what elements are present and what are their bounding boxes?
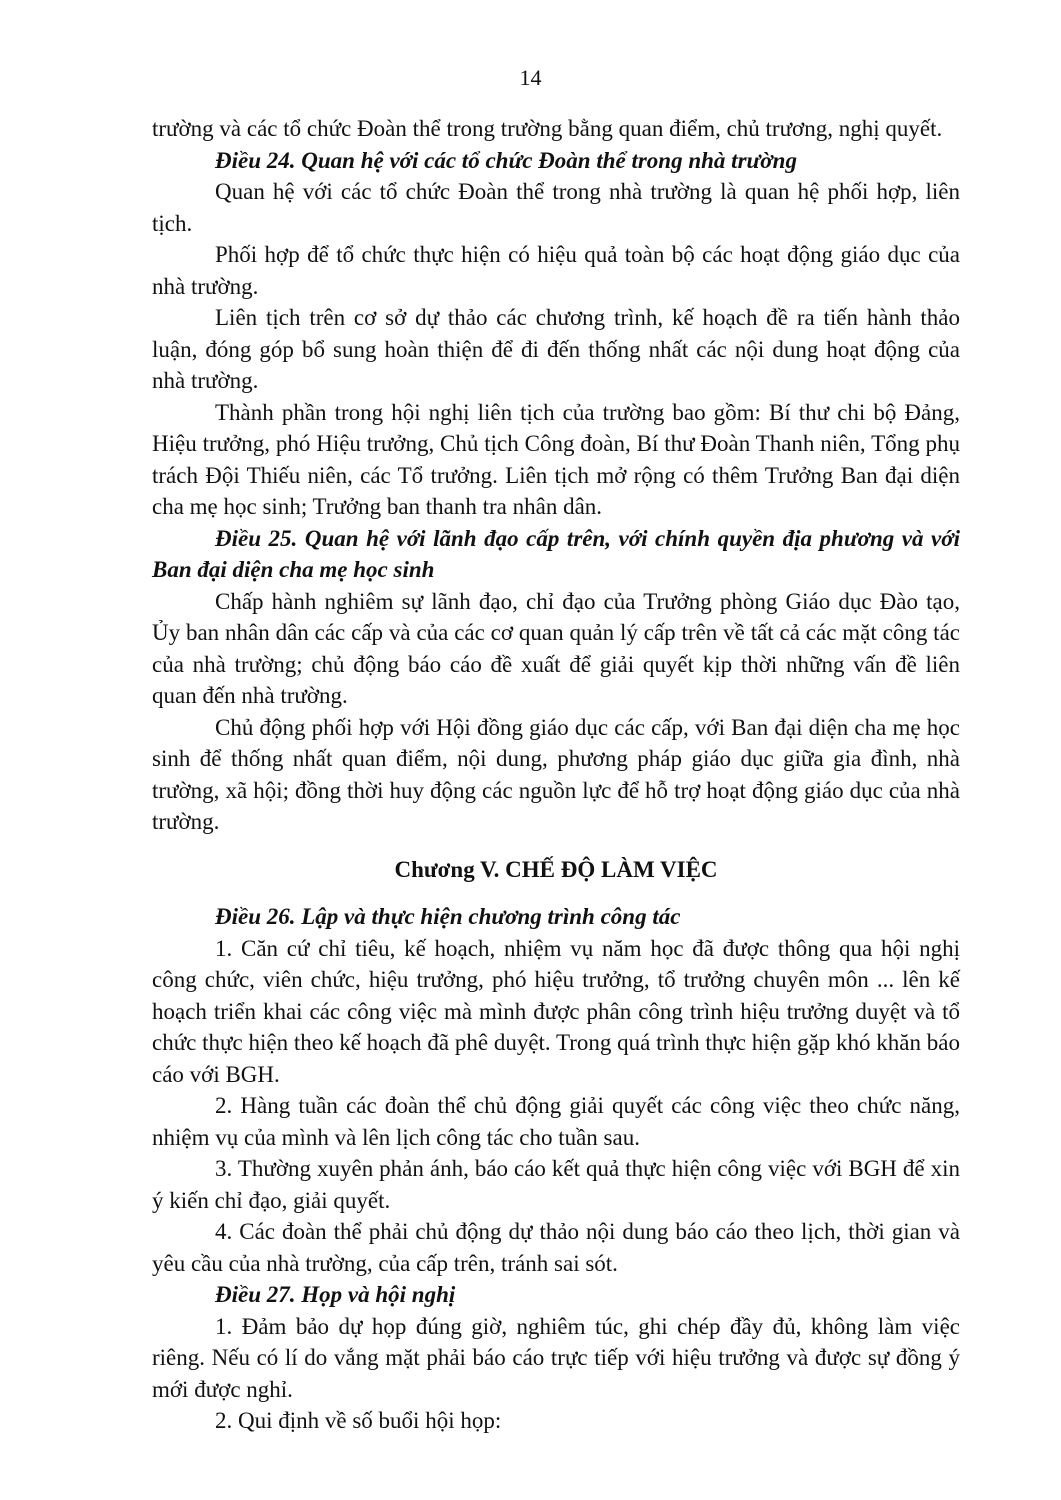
article-27-heading: Điều 27. Họp và hội nghị xyxy=(215,1282,456,1307)
article-25-paragraph-2: Chủ động phối hợp với Hội đồng giáo dục các cấp, với Ban đại diện cha mẹ học sinh để thống nhất quan điểm, nội dung, phương pháp giáo dục giữa gia đình, nhà trường, xã hội; đồng thời huy động các nguồn lực để hỗ trợ hoạt động giáo dục của nhà trường. xyxy=(152,714,960,834)
article-24-paragraph-3: Liên tịch trên cơ sở dự thảo các chương trình, kế hoạch đề ra tiến hành thảo luận, đóng góp bổ sung hoàn thiện để đi đến thống nhất các nội dung hoạt động của nhà trường. xyxy=(152,305,960,393)
document-body xyxy=(152,113,960,1437)
article-26-item-3: 3. Thường xuyên phản ánh, báo cáo kết quả thực hiện công việc với BGH để xin ý kiến chỉ đạo, giải quyết. xyxy=(152,1156,960,1213)
article-25-paragraph-1: Chấp hành nghiêm sự lãnh đạo, chỉ đạo của Trưởng phòng Giáo dục Đào tạo, Ủy ban nhân dân các cấp và của các cơ quan quản lý cấp trên về tất cả các mặt công tác của nhà trường; chủ động báo cáo đề xuất để giải quyết kịp thời những vấn đề liên quan đến nhà trường. xyxy=(152,588,960,708)
article-26-item-2: 2. Hàng tuần các đoàn thể chủ động giải quyết các công việc theo chức năng, nhiệm vụ của mình và lên lịch công tác cho tuần sau. xyxy=(152,1093,960,1150)
page-number: 14 xyxy=(519,65,542,90)
article-26-heading: Điều 26. Lập và thực hiện chương trình công tác xyxy=(215,904,681,929)
article-26-item-4: 4. Các đoàn thể phải chủ động dự thảo nội dung báo cáo theo lịch, thời gian và yêu cầu của nhà trường, của cấp trên, tránh sai sót. xyxy=(152,1219,960,1276)
article-24-paragraph-4: Thành phần trong hội nghị liên tịch của trường bao gồm: Bí thư chi bộ Đảng, Hiệu trưởng, phó Hiệu trưởng, Chủ tịch Công đoàn, Bí thư Đoàn Thanh niên, Tổng phụ trách Đội Thiếu niên, các Tổ trưởng. Liên tịch mở rộng có thêm Trưởng Ban đại diện cha mẹ học sinh; Trưởng ban thanh tra nhân dân. xyxy=(152,399,960,519)
paragraph-continuation: trường và các tổ chức Đoàn thể trong trường bằng quan điểm, chủ trương, nghị quyết. xyxy=(152,116,943,141)
article-25-heading: Điều 25. Quan hệ với lãnh đạo cấp trên, với chính quyền địa phương và với Ban đại diện cha mẹ học sinh xyxy=(152,525,960,582)
chapter-title: Chương V. CHẾ ĐỘ LÀM VIỆC xyxy=(394,856,718,882)
article-24-heading: Điều 24. Quan hệ với các tổ chức Đoàn thể trong nhà trường xyxy=(215,147,797,173)
article-27-item-1: 1. Đảm bảo dự họp đúng giờ, nghiêm túc, ghi chép đầy đủ, không làm việc riêng. Nếu có lí do vắng mặt phải báo cáo trực tiếp với hiệu trưởng và được sự đồng ý mới được nghỉ. xyxy=(152,1313,960,1402)
article-27-item-2: 2. Qui định về số buổi hội họp: xyxy=(215,1408,502,1433)
article-24-paragraph-1: Quan hệ với các tổ chức Đoàn thể trong nhà trường là quan hệ phối hợp, liên tịch. xyxy=(152,179,960,236)
article-24-paragraph-2: Phối hợp để tổ chức thực hiện có hiệu quả toàn bộ các hoạt động giáo dục của nhà trường. xyxy=(152,242,960,299)
article-26-item-1: 1. Căn cứ chỉ tiêu, kế hoạch, nhiệm vụ năm học đã được thông qua hội nghị công chức, viên chức, hiệu trưởng, phó hiệu trưởng, tổ trưởng chuyên môn ... lên kế hoạch triển khai các công việc mà mình được phân công trình hiệu trưởng duyệt và tổ chức thực hiện theo kế hoạch đã phê duyệt. Trong quá trình thực hiện gặp khó khăn báo cáo với BGH. xyxy=(152,935,960,1087)
